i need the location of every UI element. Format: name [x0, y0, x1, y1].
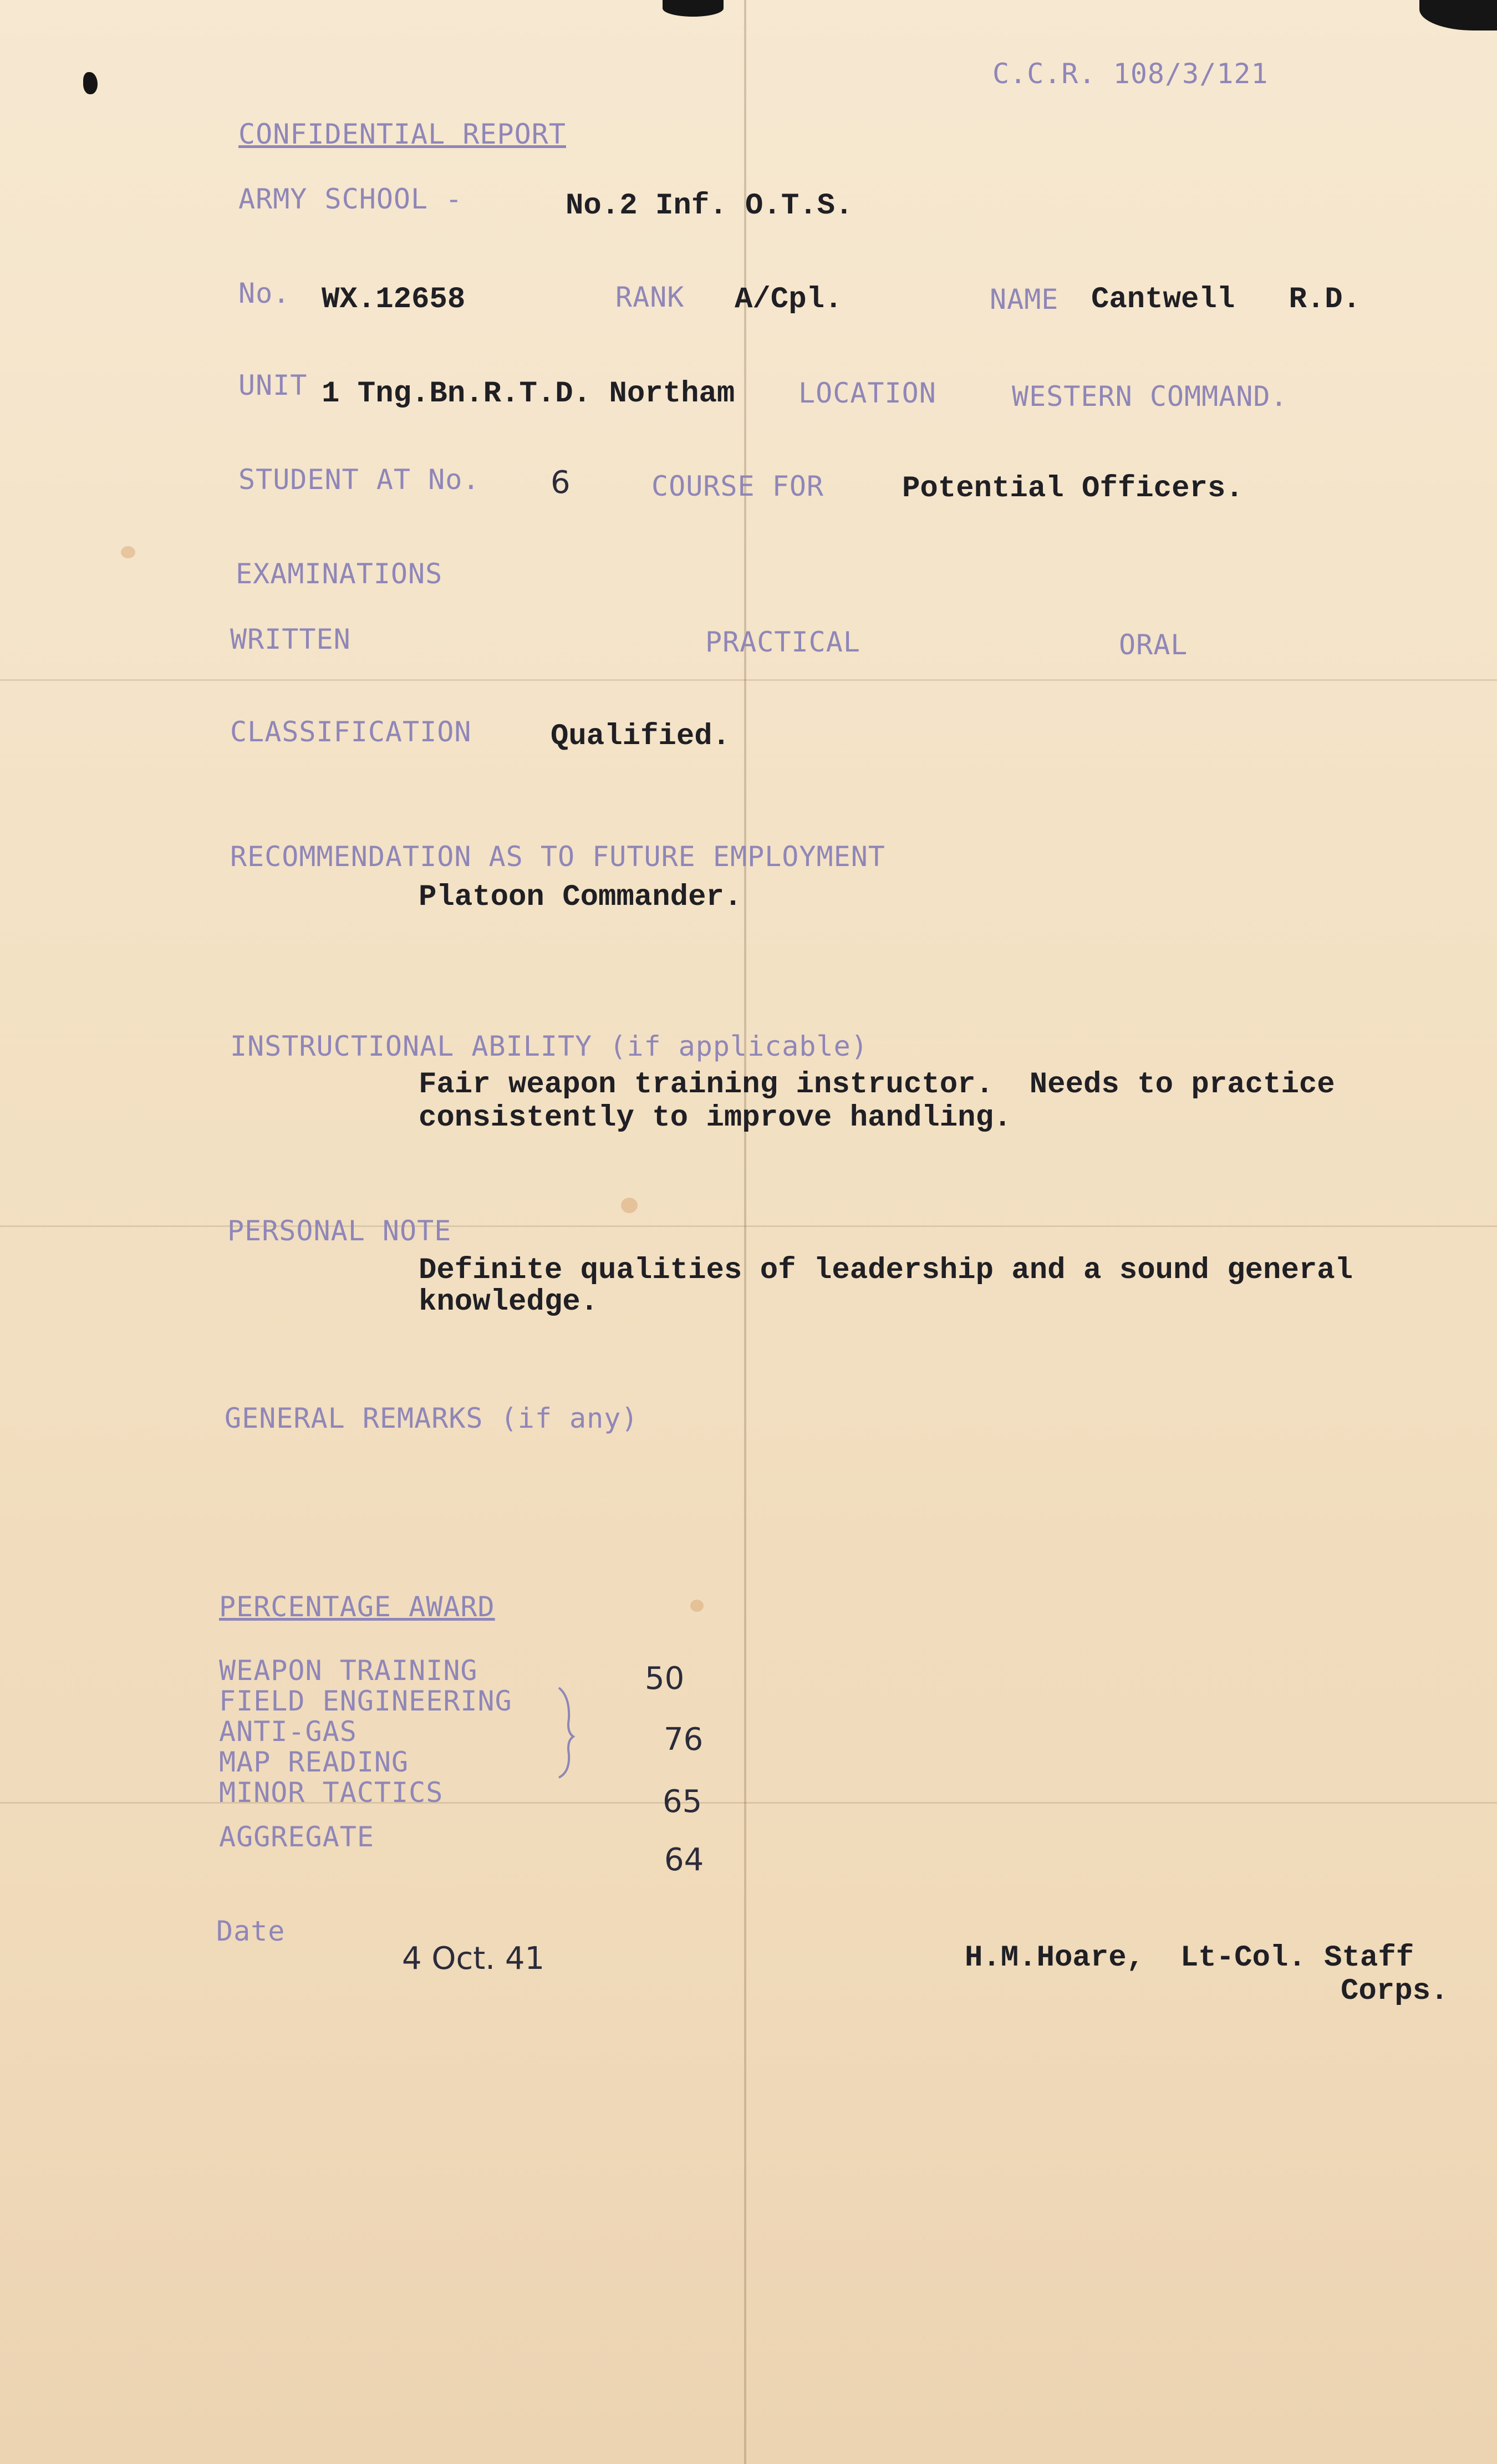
instructional-label: INSTRUCTIONAL ABILITY (if applicable): [230, 1030, 868, 1062]
instructional-line-1: Fair weapon training instructor. Needs to practice: [419, 1068, 1335, 1102]
signature-line-2: Corps.: [1341, 1974, 1449, 2008]
report-title: CONFIDENTIAL REPORT: [238, 118, 566, 150]
course-label: COURSE FOR: [651, 470, 824, 502]
reference-number: C.C.R. 108/3/121: [992, 58, 1269, 90]
number-value: WX.12658: [322, 283, 466, 317]
recommendation-label: RECOMMENDATION AS TO FUTURE EMPLOYMENT: [230, 841, 885, 873]
practical-label: PRACTICAL: [705, 626, 860, 658]
location-value: WESTERN COMMAND.: [1012, 380, 1288, 413]
personal-note-line-2: knowledge.: [419, 1285, 599, 1319]
torn-top-corner: [1419, 0, 1497, 30]
personal-note-line-1: Definite qualities of leadership and a sound general: [419, 1254, 1353, 1287]
percentage-award-label: PERCENTAGE AWARD: [219, 1591, 495, 1623]
weapon-training-score: 50: [645, 1661, 685, 1697]
aggregate-label: AGGREGATE: [219, 1821, 374, 1853]
student-label: STUDENT AT No.: [238, 464, 480, 496]
ink-blot: [83, 72, 98, 94]
personal-note-label: PERSONAL NOTE: [227, 1215, 452, 1247]
stain: [121, 546, 135, 558]
name-value: Cantwell R.D.: [1091, 283, 1361, 317]
unit-value: 1 Tng.Bn.R.T.D. Northam: [322, 377, 735, 411]
horizontal-fold-upper: [0, 679, 1497, 681]
weapon-training-label: WEAPON TRAINING: [219, 1654, 478, 1687]
classification-label: CLASSIFICATION: [230, 716, 472, 748]
army-school-label: ARMY SCHOOL -: [238, 183, 463, 215]
rank-value: A/Cpl.: [735, 283, 843, 317]
oral-label: ORAL: [1119, 629, 1188, 661]
instructional-line-2: consistently to improve handling.: [419, 1101, 1012, 1135]
examinations-label: EXAMINATIONS: [236, 558, 443, 590]
army-school-value: No.2 Inf. O.T.S.: [566, 189, 853, 223]
map-reading-label: MAP READING: [219, 1746, 409, 1778]
stain: [621, 1198, 638, 1213]
field-engineering-label: FIELD ENGINEERING: [219, 1685, 512, 1717]
rank-label: RANK: [615, 281, 685, 313]
grouped-subjects-score: 76: [664, 1722, 704, 1758]
signature-line-1: H.M.Hoare, Lt-Col. Staff: [965, 1941, 1414, 1975]
horizontal-fold-middle: [0, 1225, 1497, 1227]
minor-tactics-label: MINOR TACTICS: [219, 1776, 444, 1809]
student-value: 6: [551, 465, 571, 501]
date-label: Date: [216, 1915, 286, 1947]
general-remarks-label: GENERAL REMARKS (if any): [225, 1402, 639, 1434]
unit-label: UNIT: [238, 369, 308, 401]
anti-gas-label: ANTI-GAS: [219, 1715, 357, 1748]
location-label: LOCATION: [798, 377, 936, 409]
stain: [690, 1600, 704, 1612]
number-label: No.: [238, 277, 291, 309]
subject-group-brace: [554, 1686, 577, 1780]
classification-value: Qualified.: [551, 720, 731, 754]
minor-tactics-score: 65: [663, 1784, 702, 1820]
vertical-fold: [744, 0, 746, 2464]
course-value: Potential Officers.: [902, 472, 1244, 506]
name-label: NAME: [990, 283, 1059, 315]
date-value: 4 Oct. 41: [402, 1941, 545, 1977]
written-label: WRITTEN: [230, 623, 351, 655]
recommendation-value: Platoon Commander.: [419, 880, 742, 914]
aggregate-score: 64: [664, 1842, 704, 1878]
torn-top-edge: [663, 0, 724, 17]
